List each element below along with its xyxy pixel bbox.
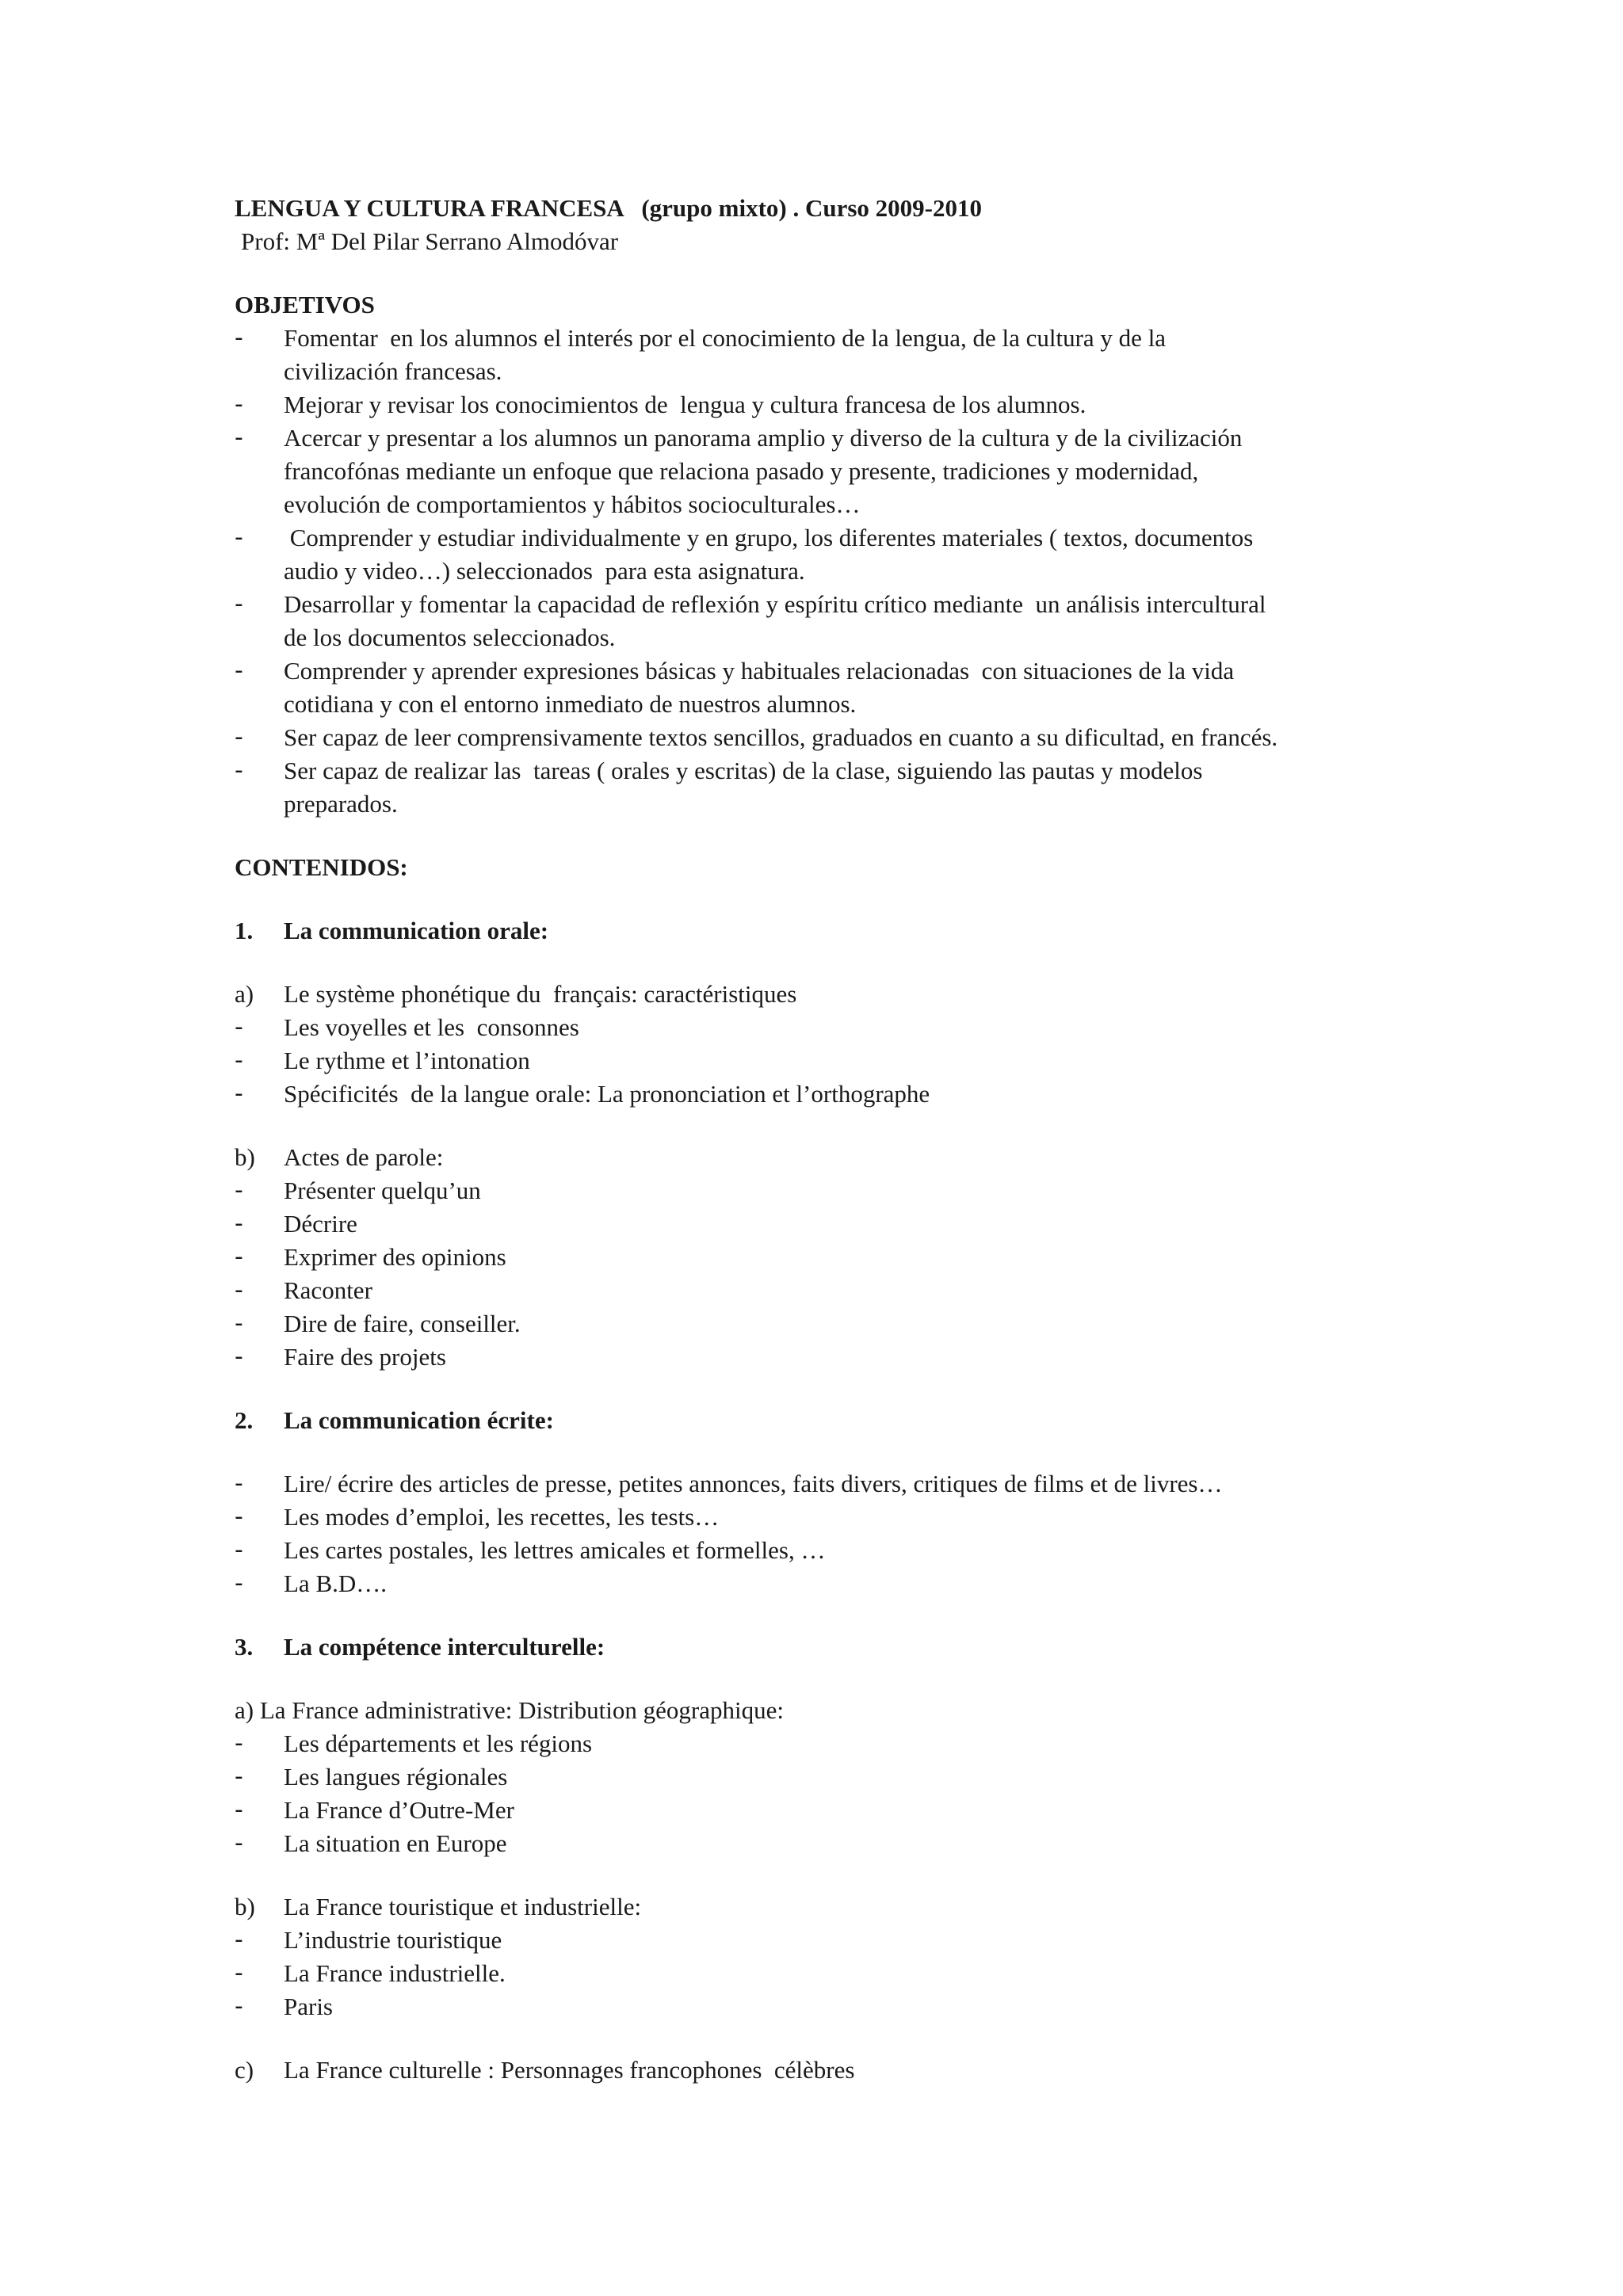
bullet-dash: -	[235, 1177, 243, 1204]
objetivo-item: - Ser capaz de realizar las tareas ( orales y escritas) de la clase, siguiendo las pautas y modelos preparados.	[235, 754, 1439, 821]
bullet-dash: -	[235, 1047, 243, 1074]
subsection-label: Le système phonétique du français: caractéristiques	[284, 980, 797, 1008]
objetivo-item: - Comprender y aprender expresiones básicas y habituales relacionadas con situaciones de la vida cotidiana y con el entorno inmediato de nuestros alumnos.	[235, 654, 1439, 721]
subsection-3b	[235, 1890, 1439, 1924]
objetivo-item: - Ser capaz de leer comprensivamente textos sencillos, graduados en cuanto a su dificultad, en francés.	[235, 721, 1439, 754]
section-title: La communication orale:	[284, 917, 549, 944]
bullet-dash: -	[235, 590, 243, 618]
spacer	[235, 1111, 1439, 1141]
bullet-dash: -	[235, 524, 243, 551]
bullet-dash: -	[235, 757, 243, 784]
bullet-dash: -	[235, 1470, 243, 1497]
subsection-marker: b)	[235, 1143, 255, 1171]
bullet-dash: -	[235, 1730, 243, 1757]
list-item: - Paris	[235, 1990, 1439, 2023]
bullet-dash: -	[235, 1080, 243, 1108]
bullet-dash: -	[235, 1343, 243, 1371]
subsection-marker: c)	[235, 2056, 254, 2084]
spacer	[235, 2023, 1439, 2054]
list-item: - Exprimer des opinions	[235, 1241, 1439, 1274]
section-title: La compétence interculturelle:	[284, 1633, 605, 1661]
subsection-1a	[235, 978, 1439, 1011]
subsection-marker: a)	[235, 980, 254, 1008]
bullet-dash: -	[235, 1763, 243, 1791]
objetivo-item: - Mejorar y revisar los conocimientos de lengua y cultura francesa de los alumnos.	[235, 388, 1439, 421]
document-title: LENGUA Y CULTURA FRANCESA (grupo mixto) . Curso 2009-2010	[235, 194, 982, 222]
subsection-label: La France culturelle : Personnages francophones célèbres	[284, 2056, 855, 2084]
objetivo-item: - Acercar y presentar a los alumnos un panorama amplio y diverso de la cultura y de la civilización francofónas mediante un enfoque que relaciona pasado y presente, tradiciones y modernidad, evolución de comportamientos y hábitos socioculturales…	[235, 421, 1439, 521]
list-item: - Spécificités de la langue orale: La prononciation et l’orthographe	[235, 1077, 1439, 1111]
subsection-label: Actes de parole:	[284, 1143, 444, 1171]
list-item: - La situation en Europe	[235, 1827, 1439, 1860]
bullet-dash: -	[235, 1276, 243, 1304]
subsection-1b	[235, 1141, 1439, 1174]
spacer	[235, 884, 1439, 914]
list-item: - Lire/ écrire des articles de presse, petites annonces, faits divers, critiques de films et de livres…	[235, 1467, 1439, 1501]
list-item: - La France d’Outre-Mer	[235, 1794, 1439, 1827]
spacer	[235, 1860, 1439, 1890]
spacer	[235, 1437, 1439, 1467]
bullet-dash: -	[235, 1243, 243, 1271]
section-number: 1.	[235, 917, 254, 944]
list-item: - Les langues régionales	[235, 1760, 1439, 1794]
bullet-dash: -	[235, 1829, 243, 1857]
objetivo-item: - Fomentar en los alumnos el interés por el conocimiento de la lengua, de la cultura y de la civilización francesas.	[235, 322, 1439, 388]
section-title: La communication écrite:	[284, 1406, 554, 1434]
spacer	[235, 821, 1439, 851]
subsection-label: La France touristique et industrielle:	[284, 1893, 642, 1920]
objetivos-heading: OBJETIVOS	[235, 291, 375, 318]
document-body	[235, 192, 1439, 2087]
bullet-dash: -	[235, 1796, 243, 1824]
subsection-3a-label: a) La France administrative: Distribution géographique:	[235, 1696, 784, 1724]
bullet-dash: -	[235, 1310, 243, 1337]
section-1-heading	[235, 914, 1439, 948]
list-item: - La B.D….	[235, 1567, 1439, 1600]
section-number: 3.	[235, 1633, 254, 1661]
subsection-marker: b)	[235, 1893, 255, 1920]
list-item: - La France industrielle.	[235, 1957, 1439, 1990]
bullet-dash: -	[235, 1503, 243, 1531]
spacer	[235, 948, 1439, 978]
subsection-3c	[235, 2054, 1439, 2087]
bullet-dash: -	[235, 1536, 243, 1564]
list-item: - Présenter quelqu’un	[235, 1174, 1439, 1207]
objetivo-item: - Desarrollar y fomentar la capacidad de reflexión y espíritu crítico mediante un análisis intercultural de los documentos seleccionados.	[235, 588, 1439, 654]
list-item: - Les cartes postales, les lettres amicales et formelles, …	[235, 1534, 1439, 1567]
bullet-dash: -	[235, 324, 243, 352]
list-item: - Dire de faire, conseiller.	[235, 1307, 1439, 1341]
bullet-dash: -	[235, 1013, 243, 1041]
list-item: - Faire des projets	[235, 1341, 1439, 1374]
bullet-dash: -	[235, 1959, 243, 1987]
list-item: - Raconter	[235, 1274, 1439, 1307]
bullet-dash: -	[235, 657, 243, 685]
bullet-dash: -	[235, 424, 243, 452]
professor-line: Prof: Mª Del Pilar Serrano Almodóvar	[241, 227, 619, 255]
list-item: - Décrire	[235, 1207, 1439, 1241]
section-2-heading	[235, 1404, 1439, 1437]
bullet-dash: -	[235, 723, 243, 751]
bullet-dash: -	[235, 1993, 243, 2020]
objetivo-item: - Comprender y estudiar individualmente y en grupo, los diferentes materiales ( textos, documentos audio y video…) seleccionados para esta asignatura.	[235, 521, 1439, 588]
section-number: 2.	[235, 1406, 254, 1434]
contenidos-heading: CONTENIDOS:	[235, 853, 408, 881]
objetivos-list	[235, 322, 1439, 821]
bullet-dash: -	[235, 1210, 243, 1238]
spacer	[235, 1374, 1439, 1404]
list-item: - Les départements et les régions	[235, 1727, 1439, 1760]
section-3-heading	[235, 1630, 1439, 1664]
bullet-dash: -	[235, 391, 243, 418]
list-item: - L’industrie touristique	[235, 1924, 1439, 1957]
spacer	[235, 1600, 1439, 1630]
list-item: - Les modes d’emploi, les recettes, les tests…	[235, 1501, 1439, 1534]
bullet-dash: -	[235, 1569, 243, 1597]
list-item: - Le rythme et l’intonation	[235, 1044, 1439, 1077]
spacer	[235, 258, 1439, 288]
list-item: - Les voyelles et les consonnes	[235, 1011, 1439, 1044]
bullet-dash: -	[235, 1926, 243, 1954]
spacer	[235, 1664, 1439, 1694]
